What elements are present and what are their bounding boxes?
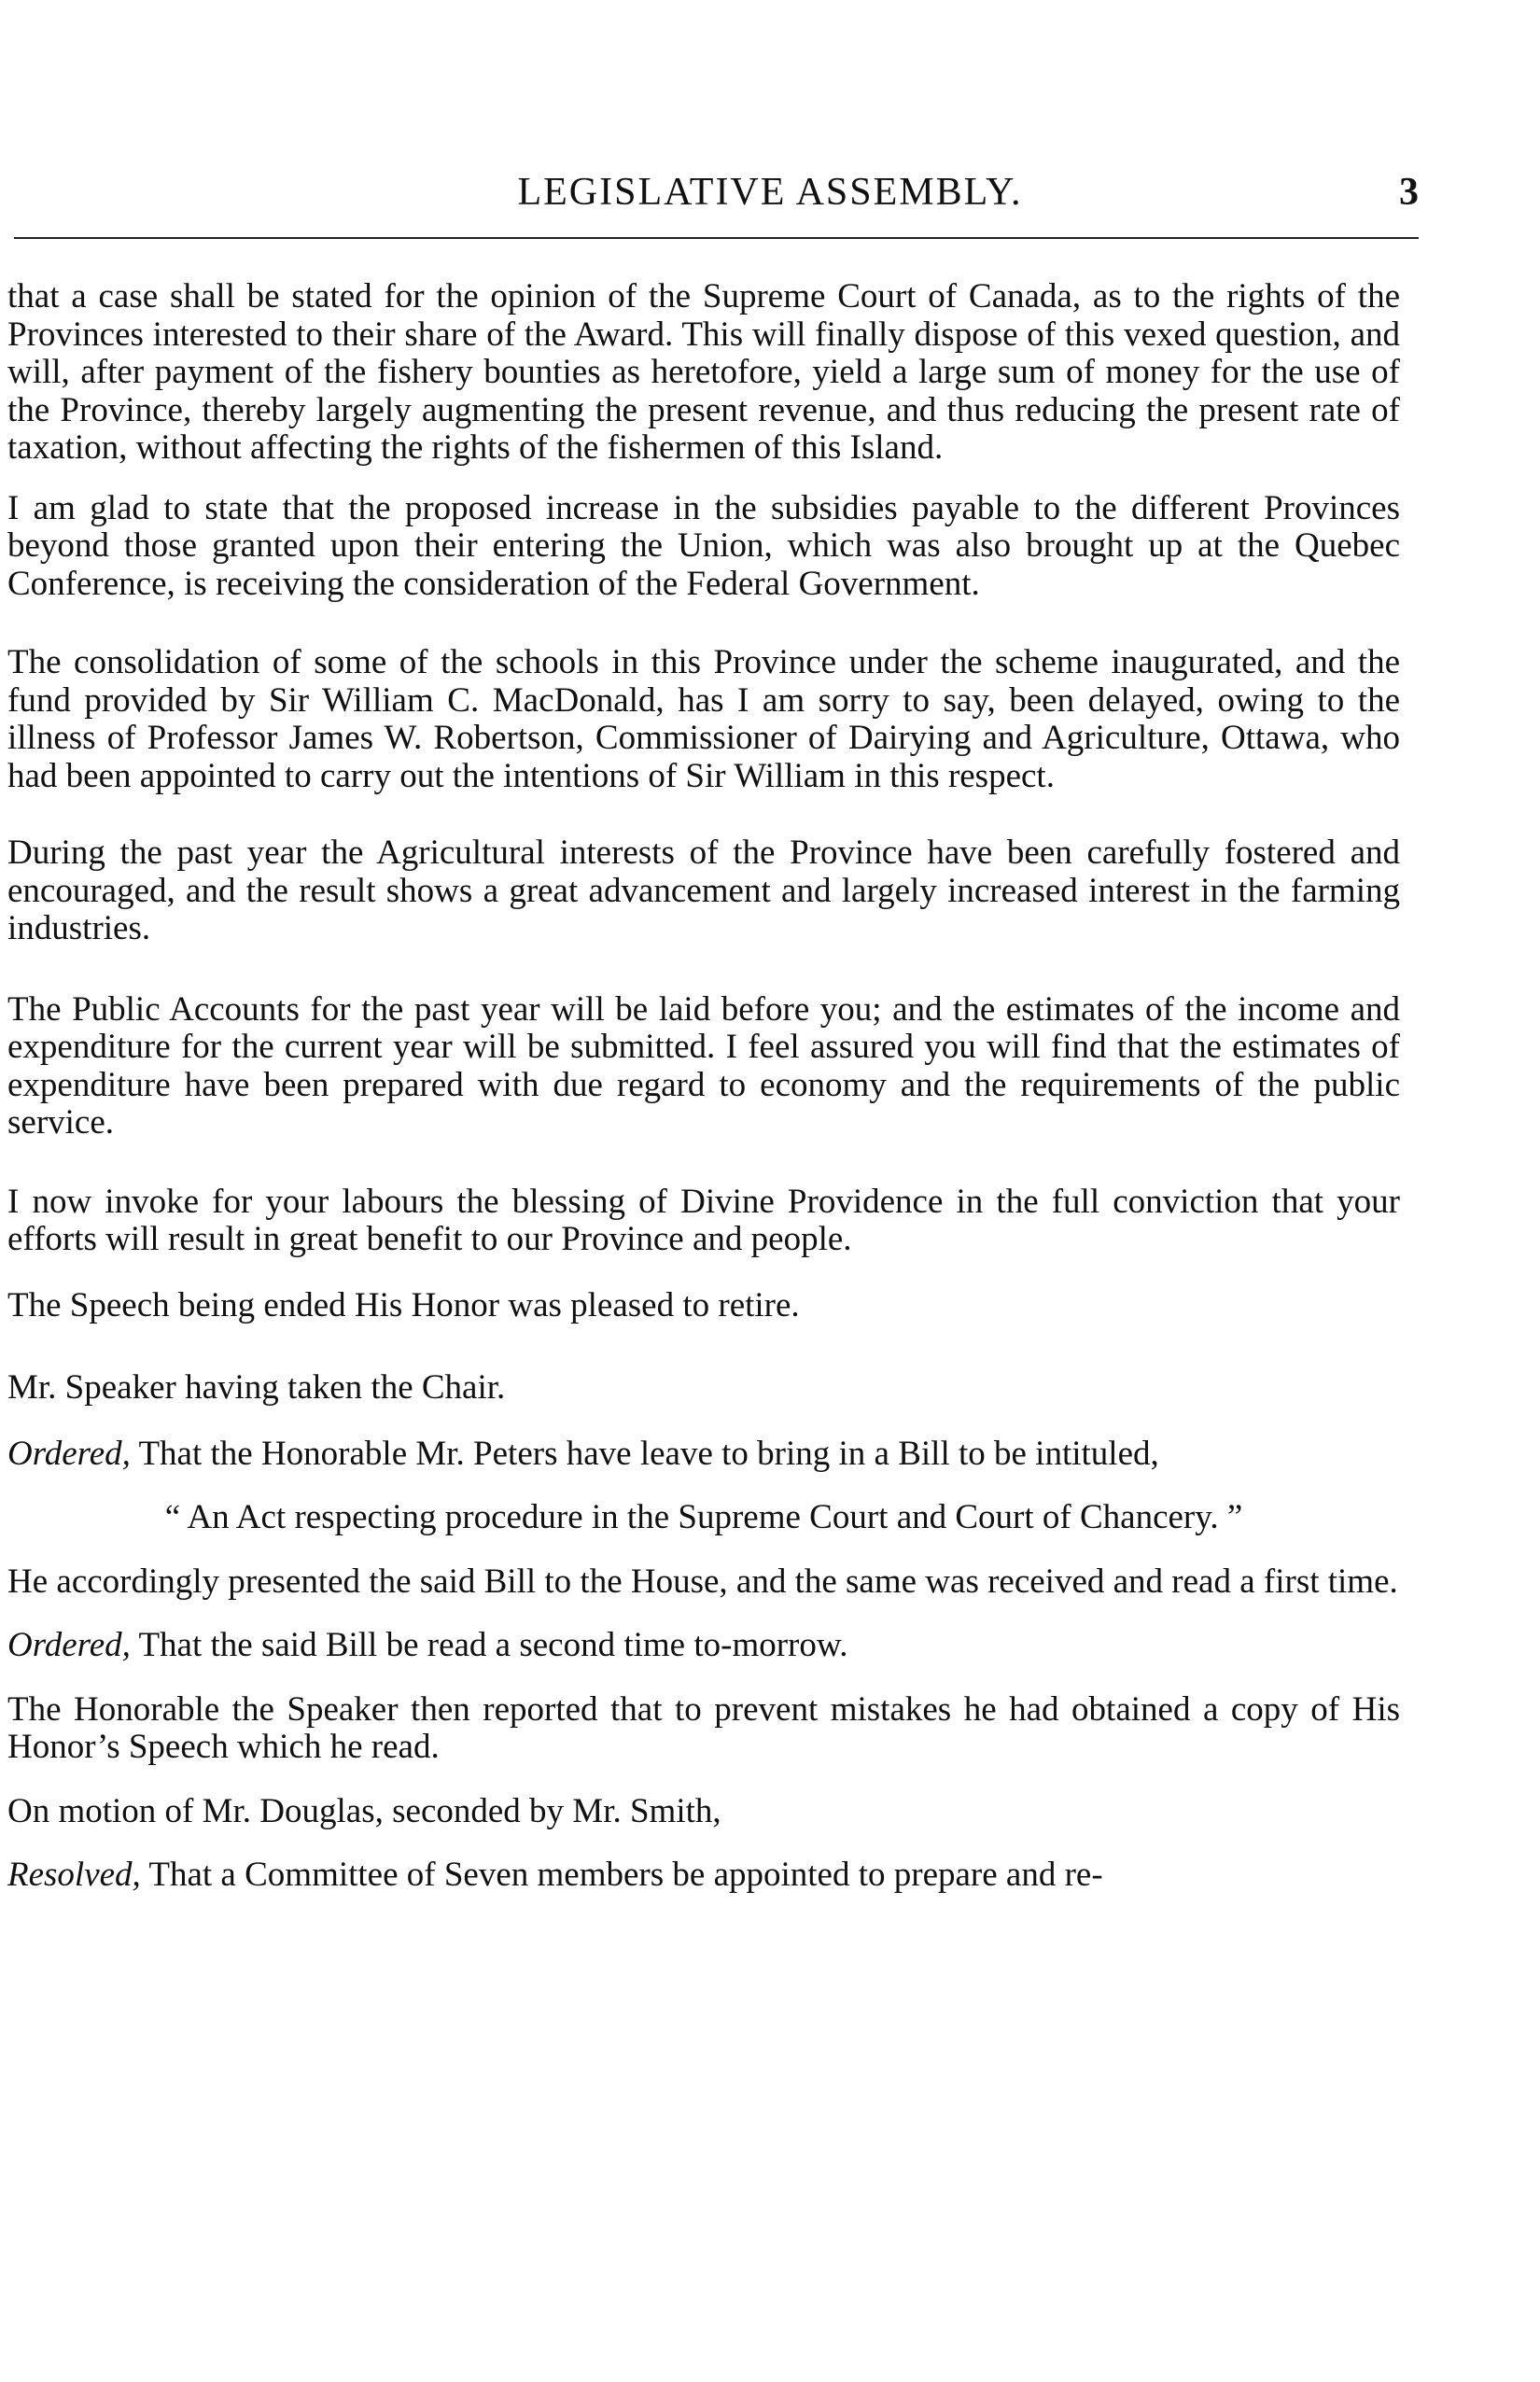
paragraph-text: I now invoke for your labours the blessing of Divine Providence in the full conviction that your efforts will result in great benefit to our Province and people. bbox=[7, 1182, 1400, 1258]
paragraph bbox=[0, 278, 1400, 468]
paragraph-text: “ An Act respecting procedure in the Supreme Court and Court of Chancery. ” bbox=[164, 1498, 1243, 1536]
paragraph-text: The Honorable the Speaker then reported that to prevent mistakes he had obtained a copy of His Honor’s Speech which he read. bbox=[7, 1689, 1400, 1766]
paragraph-lead: Ordered, bbox=[7, 1626, 131, 1664]
paragraph bbox=[0, 1563, 1400, 1602]
bill-title bbox=[0, 1499, 1400, 1537]
paragraph-text: The Speech being ended His Honor was pleased to retire. bbox=[7, 1285, 800, 1324]
paragraph bbox=[0, 1691, 1400, 1767]
paragraph bbox=[0, 1857, 1400, 1895]
paragraph-lead: Ordered, bbox=[7, 1434, 131, 1473]
paragraph-text: Mr. Speaker having taken the Chair. bbox=[7, 1368, 506, 1407]
paragraph bbox=[0, 1627, 1400, 1665]
paragraph-text: The consolidation of some of the schools in this Province under the scheme inaugurated, and the fund provided by Sir William C. MacDonald, has I am sorry to say, been delayed, owing to the illness of Professor James W. Robertson, Commissioner of Dairying and Agriculture, Ottawa, who had been appointed to carry out the intentions of Sir William in this respect. bbox=[7, 643, 1400, 795]
header-rule bbox=[14, 237, 1419, 239]
paragraph bbox=[0, 490, 1400, 604]
paragraph bbox=[0, 834, 1400, 948]
running-title: LEGISLATIVE ASSEMBLY. bbox=[517, 171, 1023, 214]
paragraph bbox=[0, 1436, 1400, 1474]
paragraph bbox=[0, 1793, 1400, 1831]
paragraph bbox=[0, 644, 1400, 795]
paragraph bbox=[0, 991, 1400, 1142]
paragraph bbox=[0, 1369, 1400, 1408]
paragraph-lead: Resolved, bbox=[7, 1856, 141, 1894]
paragraph bbox=[0, 1184, 1400, 1259]
paragraph-text: He accordingly presented the said Bill to the House, and the same was received and read a first time. bbox=[7, 1562, 1398, 1601]
paragraph-text: During the past year the Agricultural interests of the Province have been carefully fostered and encouraged, and the result shows a great advancement and largely increased interest in the farming industries. bbox=[7, 834, 1400, 947]
paragraph-text: That the said Bill be read a second time to-morrow. bbox=[130, 1626, 848, 1664]
body-text bbox=[0, 278, 1400, 1895]
paragraph-text: That a Committee of Seven members be appointed to prepare and re- bbox=[140, 1856, 1103, 1894]
paragraph-text: The Public Accounts for the past year will be laid before you; and the estimates of the income and expenditure for the current year will be submitted. I feel assured you will find that the estimates of expenditure have been prepared with due regard to economy and the requirements of the public service. bbox=[7, 989, 1400, 1142]
running-head bbox=[0, 166, 1540, 218]
paragraph-text: That the Honorable Mr. Peters have leave to bring in a Bill to be intituled, bbox=[130, 1434, 1159, 1473]
page-number: 3 bbox=[1399, 171, 1419, 214]
paragraph bbox=[0, 1287, 1400, 1325]
paragraph-text: I am glad to state that the proposed increase in the subsidies payable to the different Provinces beyond those granted upon their entering the Union, which was also brought up at the Quebec Conference, is receiving the consideration of the Federal Government. bbox=[7, 488, 1400, 603]
paragraph-text: On motion of Mr. Douglas, seconded by Mr. Smith, bbox=[7, 1791, 721, 1830]
paragraph-text: that a case shall be stated for the opinion of the Supreme Court of Canada, as to the rights of the Provinces interested to their share of the Award. This will finally dispose of this vexed question, and will, after payment of the fishery bounties as heretofore, yield a large sum of money for the use of the Province, thereby largely augmenting the present revenue, and thus reducing the present rate of taxation, without affecting the rights of the fishermen of this Island. bbox=[7, 277, 1400, 467]
